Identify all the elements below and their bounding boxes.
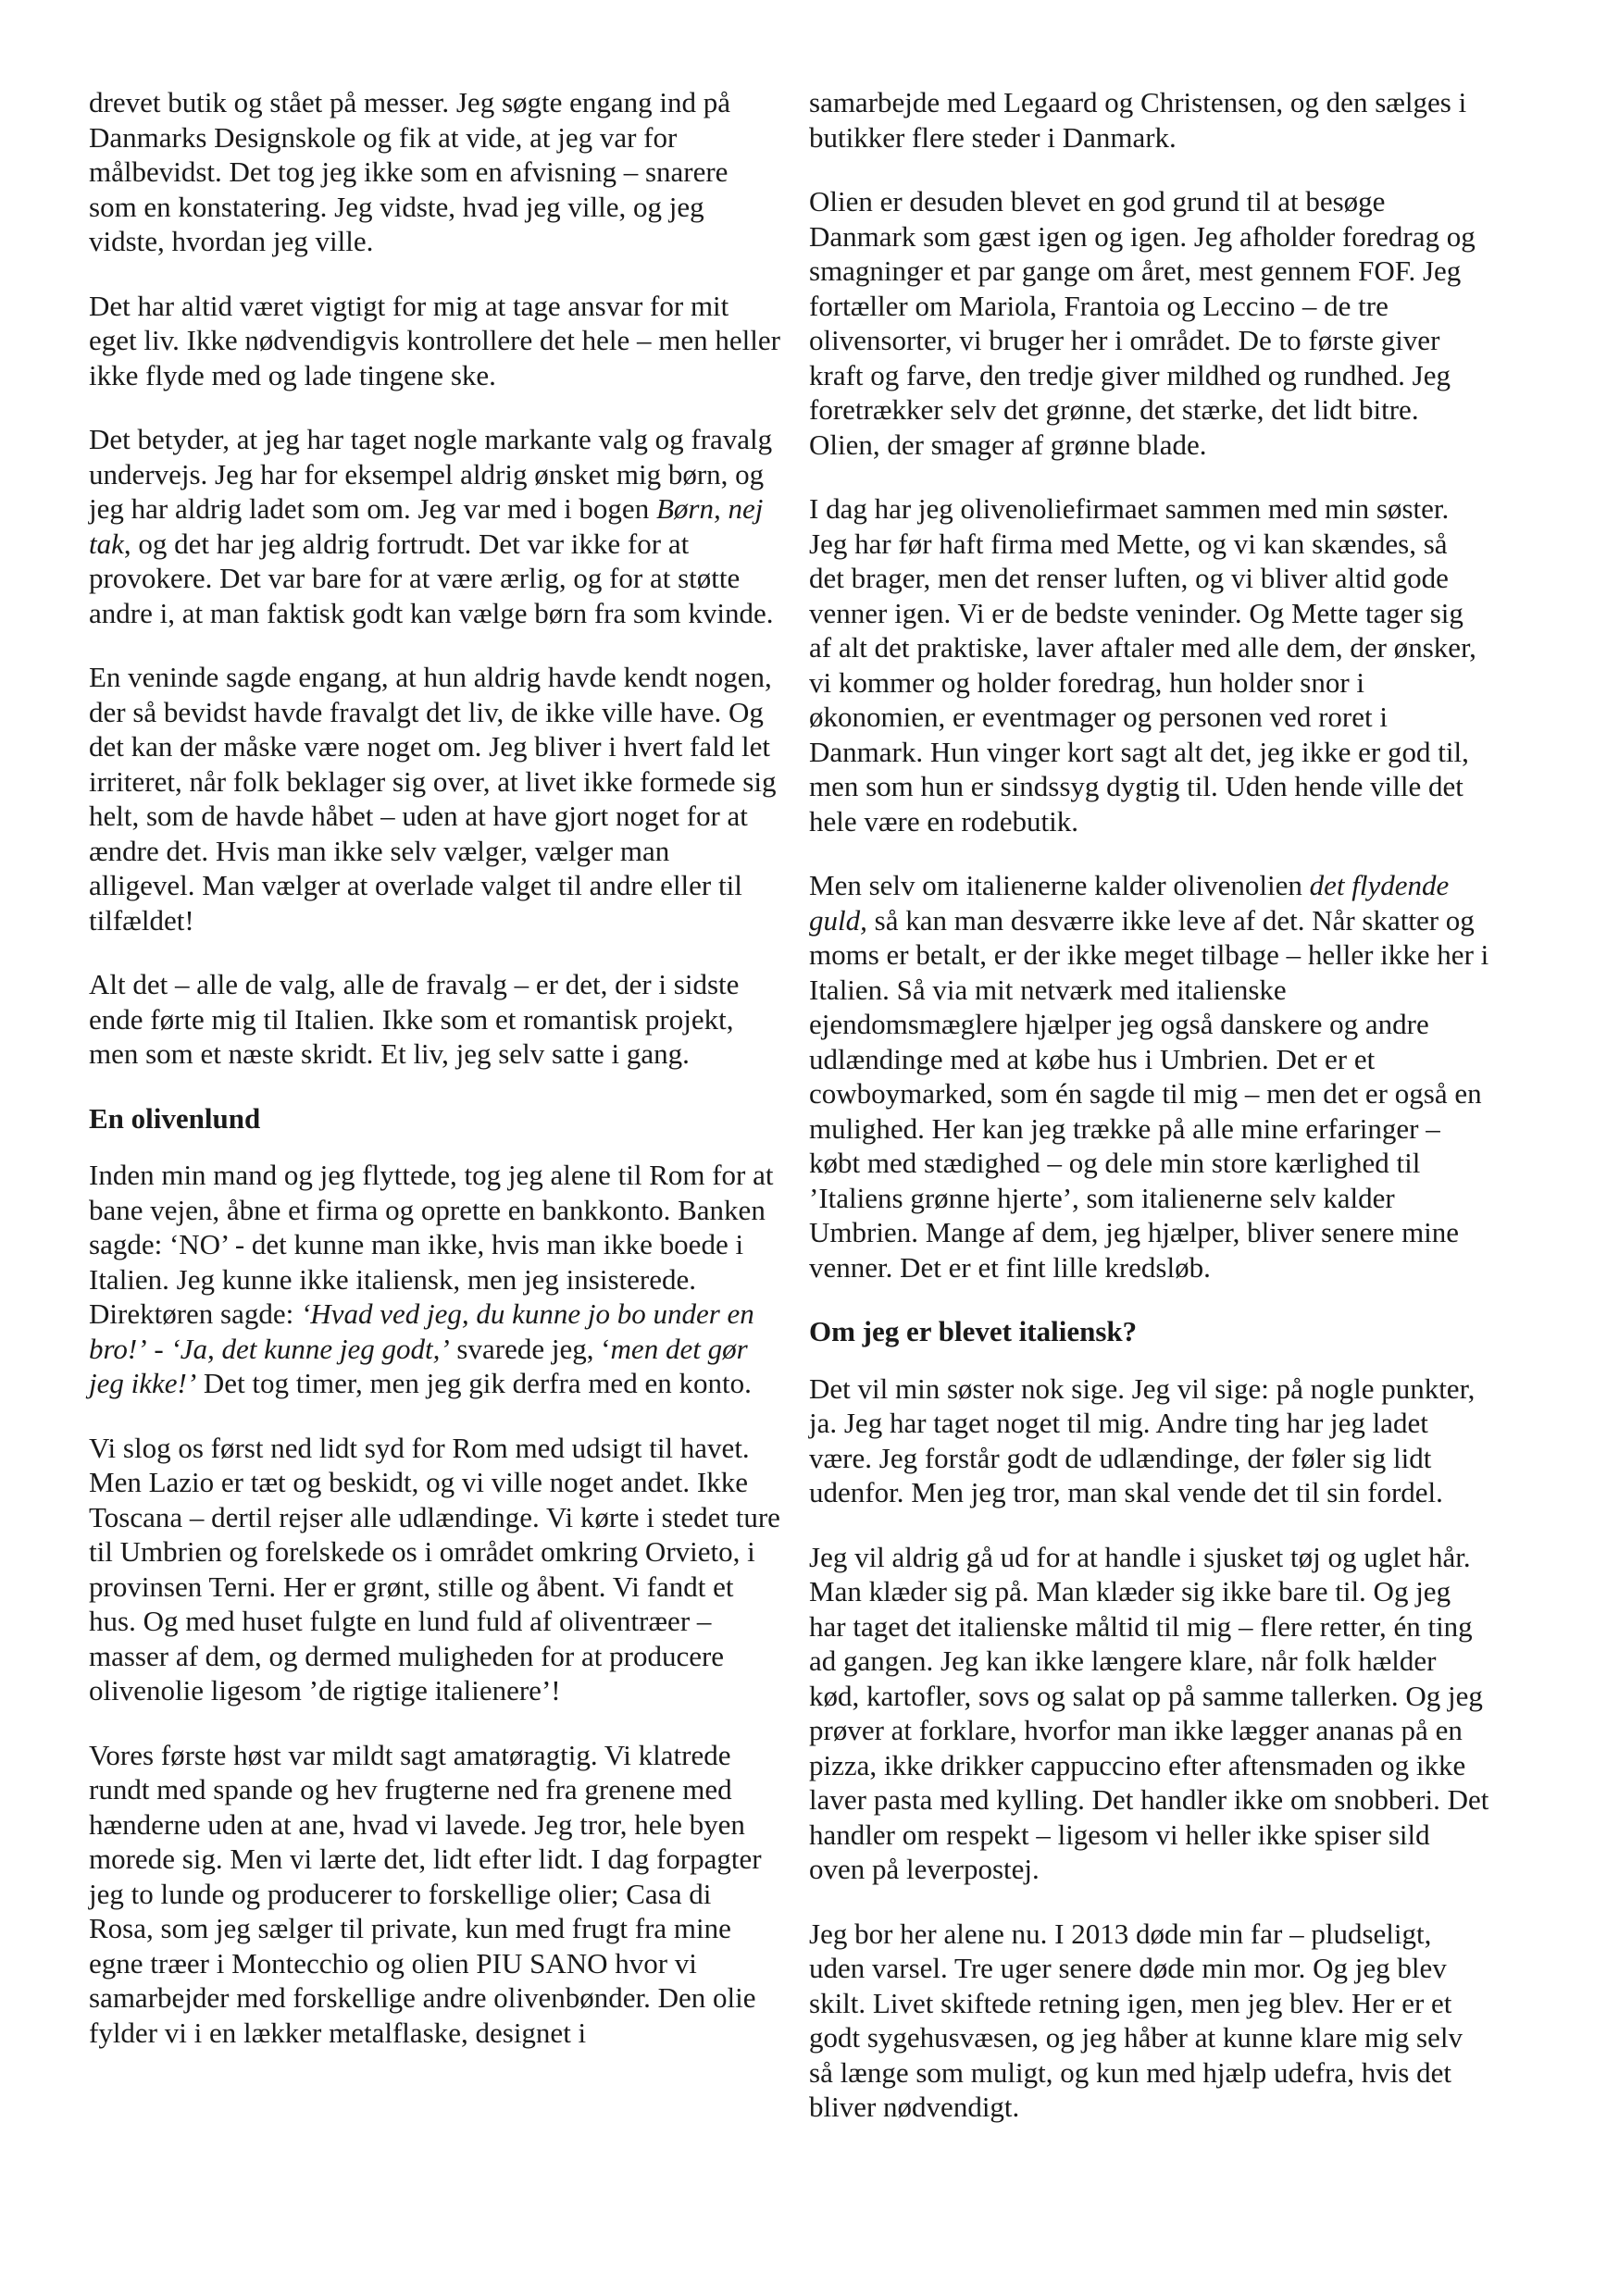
text-run: Jeg bor her alene nu. I 2013 døde min far – pludseligt, uden varsel. Tre uger senere døde min mor. Og jeg blev skilt. Livet skiftede retning igen, men jeg blev. Her er et godt sygehusvæsen, og jeg håber at kunne klare mig selv så længe som muligt, og kun med hjælp udefra, hvis det bliver nødvendigt. [809,1917,1463,2123]
body-paragraph [809,1371,1489,1510]
body-paragraph [89,289,781,393]
body-paragraph [89,1158,781,1401]
italic-text-run: ‘Ja, det kunne jeg godt,’ [170,1332,450,1365]
text-run: Det tog timer, men jeg gik derfra med en konto. [196,1367,752,1399]
body-paragraph [809,184,1489,462]
text-run: Det har altid været vigtigt for mig at tage ansvar for mit eget liv. Ikke nødvendigvis kontrollere det hele – men heller ikke flyde med og lade tingene ske. [89,289,780,391]
text-run: Men selv om italienerne kalder olivenolien [809,869,1310,901]
body-paragraph [89,422,781,630]
body-paragraph [809,1917,1489,2125]
text-run: drevet butik og stået på messer. Jeg søgte engang ind på Danmarks Designskole og fik at vide, at jeg var for målbevidst. Det tog jeg ikke som en afvisning – snarere som en konstatering. Jeg vidste, hvad jeg ville, og jeg vidste, hvordan jeg ville. [89,86,731,257]
text-run: En olivenlund [89,1101,261,1135]
text-run: så kan man desværre ikke leve af det. Når skatter og moms er betalt, er der ikke meget tilbage – heller ikke her i Italien. Så via mit netværk med italienske ejendomsmæglere hjælper jeg også danskere og andre udlændinge med at købe hus i Umbrien. Det er et cowboymarked, som én sagde til mig – men det er også en mulighed. Her kan jeg trække på alle mine erfaringer – købt med stædighed – og dele min store kærlighed til ’Italiens grønne hjerte’, som italienerne selv kalder Umbrien. Mange af dem, jeg hjælper, bliver senere mine venner. Det er et fint lille kredsløb. [809,903,1489,1284]
section-heading [809,1314,1489,1349]
left-column [89,85,781,2154]
body-paragraph [89,1738,781,2051]
italic-text-run: men det gør jeg ikke!’ [89,1332,748,1399]
text-run: svarede jeg, ‘ [449,1332,611,1365]
two-column-layout [89,85,1489,2154]
body-paragraph [89,660,781,937]
italic-text-run: Børn, nej tak [89,492,764,560]
body-paragraph [809,491,1489,838]
italic-text-run: ‘Hvad ved jeg, du kunne jo bo under en bro!’ [89,1297,754,1365]
right-column [809,85,1489,2154]
body-paragraph [89,85,781,259]
text-run: - [146,1332,171,1365]
text-run: samarbejde med Legaard og Christensen, og den sælges i butikker flere steder i Danmark. [809,86,1467,154]
section-heading [89,1101,781,1136]
body-paragraph [809,868,1489,1285]
text-run: Inden min mand og jeg flyttede, tog jeg alene til Rom for at bane vejen, åbne et firma og oprette en bankkonto. Banken sagde: ‘NO’ - det kunne man ikke, hvis man ikke boede i Italien. Jeg kunne ikke italiensk, men jeg insisterede. Direktøren sagde: [89,1159,774,1330]
text-run: Vores første høst var mildt sagt amatøragtig. Vi klatrede rundt med spande og hev frugterne ned fra grenene med hænderne uden at ane, hvad vi lavede. Jeg tror, hele byen morede sig. Men vi lærte det, lidt efter lidt. I dag forpagter jeg to lunde og producerer to forskellige olier; Casa di Rosa, som jeg sælger til private, kun med frugt fra mine egne træer i Montecchio og olien PIU SANO hvor vi samarbejder med forskellige andre olivenbønder. Den olie fylder vi i en lækker metalflaske, designet i [89,1738,762,2049]
text-run: Det betyder, at jeg har taget nogle markante valg og fravalg undervejs. Jeg har for eksempel aldrig ønsket mig børn, og jeg har aldrig ladet som om. Jeg var med i bogen [89,423,773,525]
body-paragraph [809,1540,1489,1887]
text-run: Olien er desuden blevet en god grund til at besøge Danmark som gæst igen og igen. Jeg afholder foredrag og smagninger et par gange om året, mest gennem FOF. Jeg fortæller om Mariola, Frantoia og Leccino – de tre olivensorter, vi bruger her i området. De to første giver kraft og farve, den tredje giver mildhed og rundhed. Jeg foretrækker selv det grønne, det stærke, det lidt bitre. Olien, der smager af grønne blade. [809,185,1476,461]
italic-text-run: det flydende guld, [809,869,1450,937]
body-paragraph [89,967,781,1072]
text-run: En veninde sagde engang, at hun aldrig havde kendt nogen, der så bevidst havde fravalgt det liv, de ikke ville have. Og det kan der måske være noget om. Jeg bliver i hvert fald let irriteret, når folk beklager sig over, at livet ikke formede sig helt, som de havde håbet – uden at have gjort noget for at ændre det. Hvis man ikke selv vælger, vælger man alligevel. Man vælger at overlade valget til andre eller til tilfældet! [89,661,777,937]
text-run: Alt det – alle de valg, alle de fravalg – er det, der i sidste ende førte mig til Italien. Ikke som et romantisk projekt, men som et næste skridt. Et liv, jeg selv satte i gang. [89,968,740,1070]
body-paragraph [89,1431,781,1708]
text-run: Om jeg er blevet italiensk? [809,1315,1138,1347]
text-run: Det vil min søster nok sige. Jeg vil sige: på nogle punkter, ja. Jeg har taget noget til mig. Andre ting har jeg ladet være. Jeg forstår godt de udlændinge, der føler sig lidt udenfor. Men jeg tror, man skal vende det til sin fordel. [809,1371,1476,1508]
text-run: I dag har jeg olivenoliefirmaet sammen med min søster. Jeg har før haft firma med Mette, og vi kan skændes, så det brager, men det renser luften, og vi bliver altid gode venner igen. Vi er de bedste veninder. Og Mette tager sig af alt det praktiske, laver aftaler med alle dem, der ønsker, vi kommer og holder foredrag, hun holder snor i økonomien, er eventmager og personen ved roret i Danmark. Hun vinger kort sagt alt det, jeg ikke er god til, men som hun er sindssyg dygtig til. Uden hende ville det hele være en rodebutik. [809,492,1476,838]
body-paragraph [809,85,1489,155]
text-run: Jeg vil aldrig gå ud for at handle i sjusket tøj og uglet hår. Man klæder sig på. Man klæder sig ikke bare til. Og jeg har taget det italienske måltid til mig – flere retter, én ting ad gangen. Jeg kan ikke længere klare, når folk hælder kød, kartofler, sovs og salat op på samme tallerken. Og jeg prøver at forklare, hvorfor man ikke lægger ananas på en pizza, ikke drikker cappuccino efter aftensmaden og ikke laver pasta med kylling. Det handler ikke om snobberi. Det handler om respekt – ligesom vi heller ikke spiser sild oven på leverpostej. [809,1540,1489,1885]
text-run: Vi slog os først ned lidt syd for Rom med udsigt til havet. Men Lazio er tæt og beskidt, og vi ville noget andet. Ikke Toscana – dertil rejser alle udlændinge. Vi kørte i stedet ture til Umbrien og forelskede os i området omkring Orvieto, i provinsen Terni. Her er grønt, stille og åbent. Vi fandt et hus. Og med huset fulgte en lund fuld af oliventræer – masser af dem, og dermed muligheden for at producere olivenolie ligesom ’de rigtige italienere’! [89,1431,780,1706]
text-run: , og det har jeg aldrig fortrudt. Det var ikke for at provokere. Det var bare for at være ærlig, og for at støtte andre i, at man faktisk godt kan vælge børn fra som kvinde. [89,527,774,629]
